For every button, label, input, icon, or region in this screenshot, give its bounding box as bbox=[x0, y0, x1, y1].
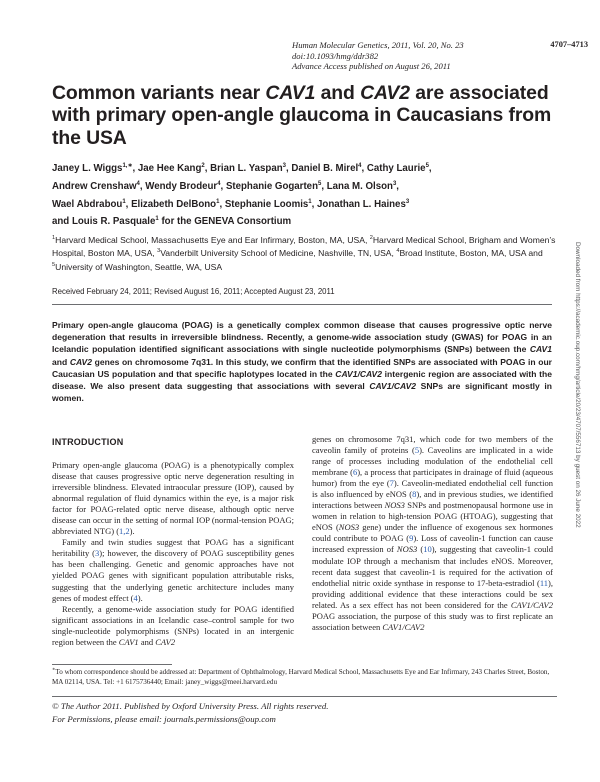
author: Jae Hee Kang bbox=[137, 163, 202, 174]
author: Cathy Laurie bbox=[366, 163, 426, 174]
author: Andrew Crenshaw bbox=[52, 180, 137, 192]
paragraph: Family and twin studies suggest that POAG has a significant heritability (3); however, the discovery of POAG susceptibility genes has been challenging. Genetic and genomic approaches have not yielded POAG genes with significant population attributable risks, suggesting that the underlying genetic architecture includes many genes of modest effect (4). bbox=[52, 537, 294, 603]
author: Stephanie Loomis bbox=[224, 198, 309, 210]
body-column-left bbox=[52, 460, 294, 648]
journal-header bbox=[292, 40, 588, 72]
citation-link[interactable]: 10 bbox=[423, 544, 432, 555]
consortium: for the GENEVA Consortium bbox=[161, 216, 292, 228]
citation-link[interactable]: 5 bbox=[414, 445, 420, 456]
author: Elizabeth DelBono bbox=[131, 198, 217, 210]
citation-link[interactable]: 7 bbox=[389, 478, 394, 489]
article-title: Common variants near CAV1 and CAV2 are associated with primary open-angle glaucoma in Caucasians from the USA bbox=[52, 82, 552, 149]
received-dates: Received February 24, 2011; Revised August 16, 2011; Accepted August 23, 2011 bbox=[52, 287, 335, 296]
body-column-right bbox=[312, 434, 553, 633]
abstract: Primary open-angle glaucoma (POAG) is a genetically complex common disease that causes progressive optic nerve degeneration that results in irreversible blindness. Recently, a genome-wide association study (GWAS) for POAG in an Icelandic population identified significant associations with single nucleotide polymorphisms (SNPs) between the CAV1 and CAV2 genes on chromosome 7q31. In this study, we confirm that the identified SNPs are associated with POAG in our Caucasian US population and that specific haplotypes located in the CAV1/CAV2 intergenic region are associated with the disease. We also present data suggesting that associations with several CAV1/CAV2 SNPs are significant mostly in women. bbox=[52, 320, 552, 404]
advance-access: Advance Access published on August 26, 2011 bbox=[292, 61, 451, 72]
citation-link[interactable]: 8 bbox=[412, 489, 417, 500]
footnote-divider bbox=[52, 664, 172, 665]
paragraph: Recently, a genome-wide association study for POAG identified significant associations in an Icelandic case–control sample for two single-nucleotide polymorphisms (SNPs) located in an intergenic region between the CAV1 and CAV2 bbox=[52, 603, 294, 647]
citation-link[interactable]: 1,2 bbox=[119, 526, 130, 537]
author: Daniel B. Mirel bbox=[291, 163, 359, 174]
author: Wendy Brodeur bbox=[145, 180, 218, 192]
author: Janey L. Wiggs bbox=[52, 163, 123, 174]
divider bbox=[52, 696, 557, 697]
affiliations: $^1$Harvard Medical School, Massachusetts Eye and Ear Infirmary, Boston, MA, USA, $^2$Harvard Medical School, Brigham and Women’s Hospital, Boston MA, USA, $^3$Vanderbilt University School of Medicine, Nashville, TN, USA, $^4$Broad Institute, Boston, MA, USA and $^5$University of Washington, Seattle, WA, USA bbox=[52, 235, 556, 272]
citation-link[interactable]: 3 bbox=[95, 548, 100, 559]
author: Stephanie Gogarten bbox=[225, 180, 318, 192]
author: Jonathan L. Haines bbox=[317, 198, 406, 210]
author: Wael Abdrabou bbox=[52, 198, 123, 210]
citation-link[interactable]: 6 bbox=[352, 467, 358, 478]
journal-citation: Human Molecular Genetics, 2011, Vol. 20, No. 23 bbox=[292, 40, 464, 50]
divider bbox=[52, 304, 552, 305]
page-range: 4707–4713 bbox=[550, 40, 588, 49]
doi[interactable]: doi:10.1093/hmg/ddr382 bbox=[292, 50, 379, 61]
author: Lana M. Olson bbox=[326, 180, 393, 192]
author-list: Janey L. Wiggs$^{1,∗}$, Jae Hee Kang$^2$, Brian L. Yaspan$^3$, Daniel B. Mirel$^4$, Cathy Laurie$^5$, Andrew Crenshaw$^4$, Wendy Brodeur$^4$, Stephanie Gogarten$^5$, Lana M. Olson$^3$, Wael Abdrabou$^1$, Elizabeth DelBono$^1$, Stephanie Loomis$^1$, Jonathan L. Haines$^3$ and Louis R. Pasquale$^1$ for the GENEVA Consortium bbox=[52, 162, 432, 228]
author: Brian L. Yaspan bbox=[210, 163, 283, 174]
citation-link[interactable]: 11 bbox=[539, 577, 549, 588]
citation-link[interactable]: 9 bbox=[409, 533, 414, 544]
author: Louis R. Pasquale bbox=[71, 216, 156, 228]
paragraph: genes on chromosome 7q31, which code for two members of the caveolin family of proteins (5). Caveolins are implicated in a wide range of processes including modulation of the endothelial cell membrane (6), a process that participates in drainage of fluid (aqueous humor) from the eye (7). Caveolin-mediated endothelial cell function is also influenced by eNOS (8), and in previous studies, we identified interactions between NOS3 SNPs and postmenopausal hormone use in women in relation to high-tension POAG (HTOAG), suggesting that eNOS (NOS3 gene) under the influence of exogenous sex hormones could contribute to POAG (9). Loss of caveolin-1 function can cause increased expression of NOS3 (10), suggesting that caveolin-1 could modulate IOP through a mechanism that includes eNOS. Moreover, recent data suggest that caveolin-1 is required for the activation of endothelial nitric oxide synthase in response to 17-beta-estradiol (11), providing additional evidence that these interactions could be sex related. As a sex effect has not been considered for the CAV1/CAV2 POAG association, the purpose of this study was to first replicate an association between CAV1/CAV2 bbox=[312, 434, 554, 632]
citation-link[interactable]: 4 bbox=[133, 592, 138, 603]
download-watermark: Downloaded from https://academic.oup.com/hmg/article/20/23/4707/556713 by guest on 26 June 2022 bbox=[574, 242, 581, 528]
correspondence-footnote: ∗To whom correspondence should be addressed at: Department of Ophthalmology, Harvard Medical School, Massachusetts Eye and Ear Infirmary, 243 Charles Street, Boston, MA 02114, USA. Tel: +1 6175736440; Email: janey_wiggs@meei.harvard.edu bbox=[52, 667, 550, 686]
paragraph: Primary open-angle glaucoma (POAG) is a phenotypically complex disease that causes progressive optic nerve degeneration resulting in irreversible blindness. Elevated intraocular pressure (IOP), caused by abnormal regulation of fluid dynamics within the eye, is a major risk factor for POAG-related optic nerve disease, although optic nerve disease can occur in the setting of normal IOP (normal-tension POAG; abbreviated NTG) (1,2). bbox=[52, 460, 294, 537]
permissions-email[interactable]: For Permissions, please email: journals.permissions@oup.com bbox=[52, 713, 276, 724]
section-heading-introduction: INTRODUCTION bbox=[52, 437, 124, 447]
copyright-notice: © The Author 2011. Published by Oxford University Press. All rights reserved. For Permissions, please email: journals.permissions@oup.com bbox=[52, 700, 557, 725]
